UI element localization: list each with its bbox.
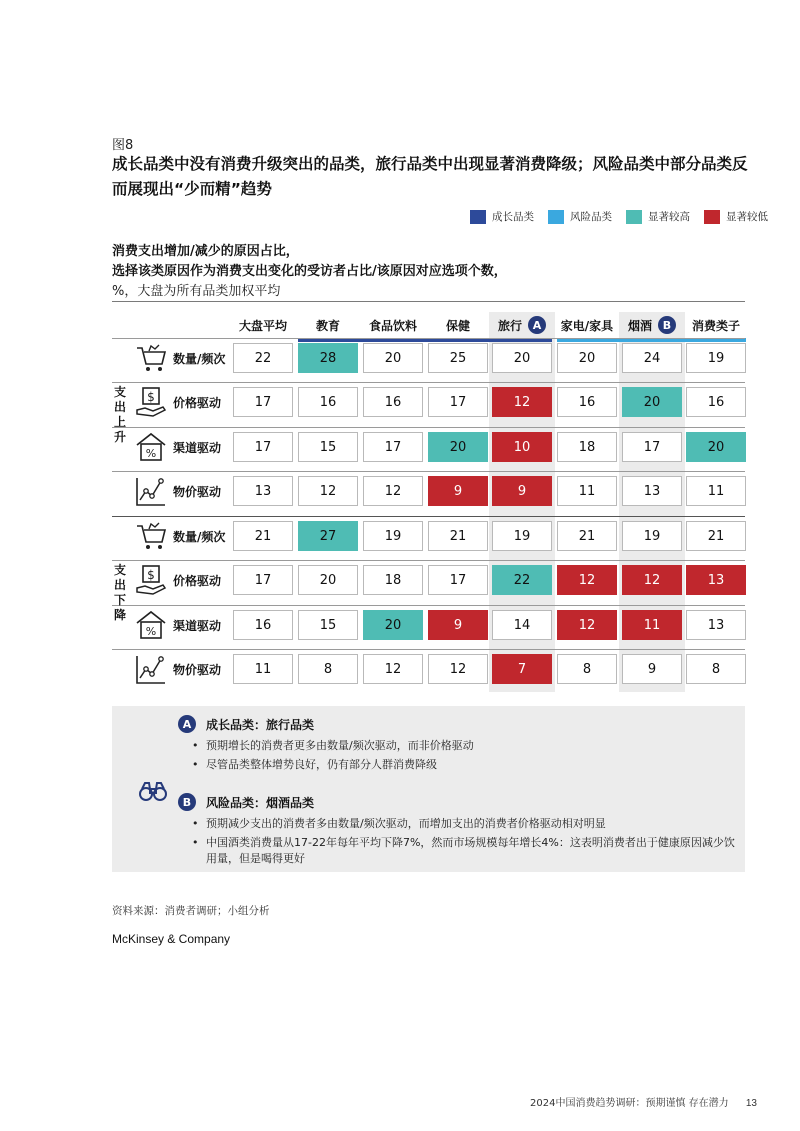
top-divider — [112, 301, 745, 302]
row-separator — [112, 427, 745, 428]
table-cell: 20 — [557, 343, 617, 373]
column-header-label: 烟酒 — [627, 318, 652, 333]
table-cell: 13 — [686, 610, 746, 640]
table-cell: 12 — [557, 610, 617, 640]
column-header-label: 消费类子 — [691, 318, 740, 333]
group-label: 支 出 上 升 — [113, 385, 126, 444]
price-hand-icon — [135, 386, 167, 418]
table-cell: 22 — [233, 343, 293, 373]
svg-text:$: $ — [147, 390, 155, 404]
note-heading — [178, 715, 314, 733]
note-badge: B — [178, 793, 196, 811]
row-label: 物价驱动 — [173, 662, 222, 677]
legend-item — [626, 209, 690, 224]
price-chart-icon — [135, 475, 167, 507]
subtitle-line-3: %，大盘为所有品类加权平均 — [112, 284, 281, 299]
column-header — [363, 314, 423, 336]
table-cell: 12 — [492, 387, 552, 417]
table-cell: 11 — [233, 654, 293, 684]
legend-swatch — [548, 210, 564, 224]
table-cell: 16 — [557, 387, 617, 417]
table-cell: 10 — [492, 432, 552, 462]
table-cell: 8 — [557, 654, 617, 684]
table-cell: 17 — [233, 432, 293, 462]
column-header — [233, 314, 293, 336]
table-cell: 19 — [363, 521, 423, 551]
brand-name: McKinsey & Company — [112, 932, 231, 946]
legend-swatch — [470, 210, 486, 224]
binoculars-icon — [138, 780, 168, 802]
shopping-cart-icon — [135, 520, 167, 552]
table-cell: 18 — [363, 565, 423, 595]
column-header — [492, 314, 552, 336]
table-cell: 15 — [298, 432, 358, 462]
table-cell: 25 — [428, 343, 488, 373]
subtitle-line-1: 消费支出增加/减少的原因占比， — [112, 244, 299, 259]
column-header-label: 保健 — [445, 318, 470, 333]
row-label: 渠道驱动 — [173, 440, 222, 455]
legend-label: 风险品类 — [570, 211, 612, 223]
subtitle-line-2: 选择该类原因作为消费支出变化的受访者占比/该原因对应选项个数， — [112, 264, 507, 279]
table-cell: 17 — [233, 387, 293, 417]
table-cell: 9 — [622, 654, 682, 684]
table-cell: 28 — [298, 343, 358, 373]
column-header-label: 大盘平均 — [238, 318, 287, 333]
column-header-label: 家电/家具 — [560, 318, 614, 333]
table-cell: 12 — [298, 476, 358, 506]
note-bullet: • 预期减少支出的消费者多由数量/频次驱动，而增加支出的消费者价格驱动相对明显 — [206, 816, 736, 832]
column-header — [686, 314, 746, 336]
row-separator — [112, 471, 745, 472]
table-cell: 21 — [557, 521, 617, 551]
row-label: 物价驱动 — [173, 484, 222, 499]
row-separator — [112, 382, 745, 383]
note-heading-text: 成长品类：旅行品类 — [206, 717, 315, 732]
table-cell: 20 — [298, 565, 358, 595]
table-cell: 20 — [686, 432, 746, 462]
table-cell: 11 — [622, 610, 682, 640]
table-cell: 12 — [363, 476, 423, 506]
table-cell: 19 — [686, 343, 746, 373]
table-cell: 13 — [622, 476, 682, 506]
table-cell: 17 — [622, 432, 682, 462]
table-cell: 13 — [686, 565, 746, 595]
table-cell: 27 — [298, 521, 358, 551]
row-separator — [112, 560, 745, 561]
table-cell: 12 — [622, 565, 682, 595]
row-label: 渠道驱动 — [173, 618, 222, 633]
table-cell: 16 — [233, 610, 293, 640]
shopping-cart-icon — [135, 342, 167, 374]
page-title: 成长品类中没有消费升级突出的品类，旅行品类中出现显著消费降级；风险品类中部分品类反而展现出“少而精”趋势 — [112, 155, 748, 198]
legend-swatch — [626, 210, 642, 224]
note-bullet: • 中国酒类消费量从17-22年每年平均下降7%，然而市场规模每年增长4%：这表明消费者出于健康原因减少饮用量，但是喝得更好 — [206, 835, 736, 867]
table-cell: 24 — [622, 343, 682, 373]
table-cell: 9 — [428, 476, 488, 506]
legend-item — [548, 209, 612, 224]
table-cell: 16 — [363, 387, 423, 417]
chart-subtitle — [112, 242, 752, 302]
table-cell: 11 — [686, 476, 746, 506]
row-label: 数量/频次 — [173, 351, 226, 366]
store-percent-icon — [135, 609, 167, 641]
table-cell: 9 — [492, 476, 552, 506]
table-cell: 17 — [428, 565, 488, 595]
svg-text:$: $ — [147, 568, 155, 582]
row-separator — [112, 338, 745, 339]
note-badge: A — [178, 715, 196, 733]
table-cell: 12 — [363, 654, 423, 684]
row-label: 价格驱动 — [173, 395, 222, 410]
row-label: 价格驱动 — [173, 573, 222, 588]
legend-label: 成长品类 — [492, 211, 534, 223]
note-bullet: • 预期增长的消费者更多由数量/频次驱动，而非价格驱动 — [206, 738, 736, 754]
column-header — [298, 314, 358, 336]
table-cell: 21 — [233, 521, 293, 551]
figure-label: 图8 — [112, 138, 134, 153]
legend-item — [704, 209, 768, 224]
table-cell: 20 — [622, 387, 682, 417]
table-cell: 16 — [686, 387, 746, 417]
table-cell: 13 — [233, 476, 293, 506]
column-header — [622, 314, 682, 336]
column-badge: B — [658, 316, 676, 334]
legend-label: 显著较高 — [648, 211, 690, 223]
table-cell: 20 — [363, 343, 423, 373]
page-footer — [530, 1094, 757, 1109]
price-chart-icon — [135, 653, 167, 685]
column-header-label: 教育 — [315, 318, 340, 333]
column-header — [557, 314, 617, 336]
table-cell: 12 — [557, 565, 617, 595]
legend-swatch — [704, 210, 720, 224]
table-cell: 15 — [298, 610, 358, 640]
table-cell: 20 — [428, 432, 488, 462]
page-number: 13 — [745, 1098, 757, 1109]
row-separator — [112, 649, 745, 650]
row-separator — [112, 516, 745, 517]
group-label: 支 出 下 降 — [113, 563, 126, 622]
source-note: 资料来源：消费者调研；小组分析 — [112, 905, 270, 917]
row-separator — [112, 605, 745, 606]
table-cell: 19 — [492, 521, 552, 551]
legend — [470, 209, 782, 224]
table-cell: 16 — [298, 387, 358, 417]
column-header — [428, 314, 488, 336]
table-cell: 7 — [492, 654, 552, 684]
table-cell: 21 — [428, 521, 488, 551]
note-heading-text: 风险品类：烟酒品类 — [206, 795, 315, 810]
table-cell: 19 — [622, 521, 682, 551]
footer-report-title: 2024中国消费趋势调研：预期谨慎 存在潜力 — [530, 1098, 729, 1109]
column-badge: A — [528, 316, 546, 334]
legend-item — [470, 209, 534, 224]
table-cell: 18 — [557, 432, 617, 462]
svg-text:%: % — [145, 447, 157, 460]
table-cell: 17 — [428, 387, 488, 417]
table-cell: 21 — [686, 521, 746, 551]
table-cell: 22 — [492, 565, 552, 595]
svg-text:%: % — [145, 625, 157, 638]
table-cell: 17 — [363, 432, 423, 462]
note-heading — [178, 793, 314, 811]
store-percent-icon — [135, 431, 167, 463]
table-cell: 12 — [428, 654, 488, 684]
table-cell: 8 — [686, 654, 746, 684]
price-hand-icon — [135, 564, 167, 596]
table-cell: 9 — [428, 610, 488, 640]
table-cell: 8 — [298, 654, 358, 684]
table-cell: 20 — [363, 610, 423, 640]
column-header-label: 食品饮料 — [368, 318, 417, 333]
note-bullet: • 尽管品类整体增势良好，仍有部分人群消费降级 — [206, 757, 736, 773]
column-header-label: 旅行 — [497, 318, 522, 333]
row-label: 数量/频次 — [173, 529, 226, 544]
legend-label: 显著较低 — [726, 211, 768, 223]
table-cell: 11 — [557, 476, 617, 506]
table-cell: 14 — [492, 610, 552, 640]
table-cell: 20 — [492, 343, 552, 373]
table-cell: 17 — [233, 565, 293, 595]
